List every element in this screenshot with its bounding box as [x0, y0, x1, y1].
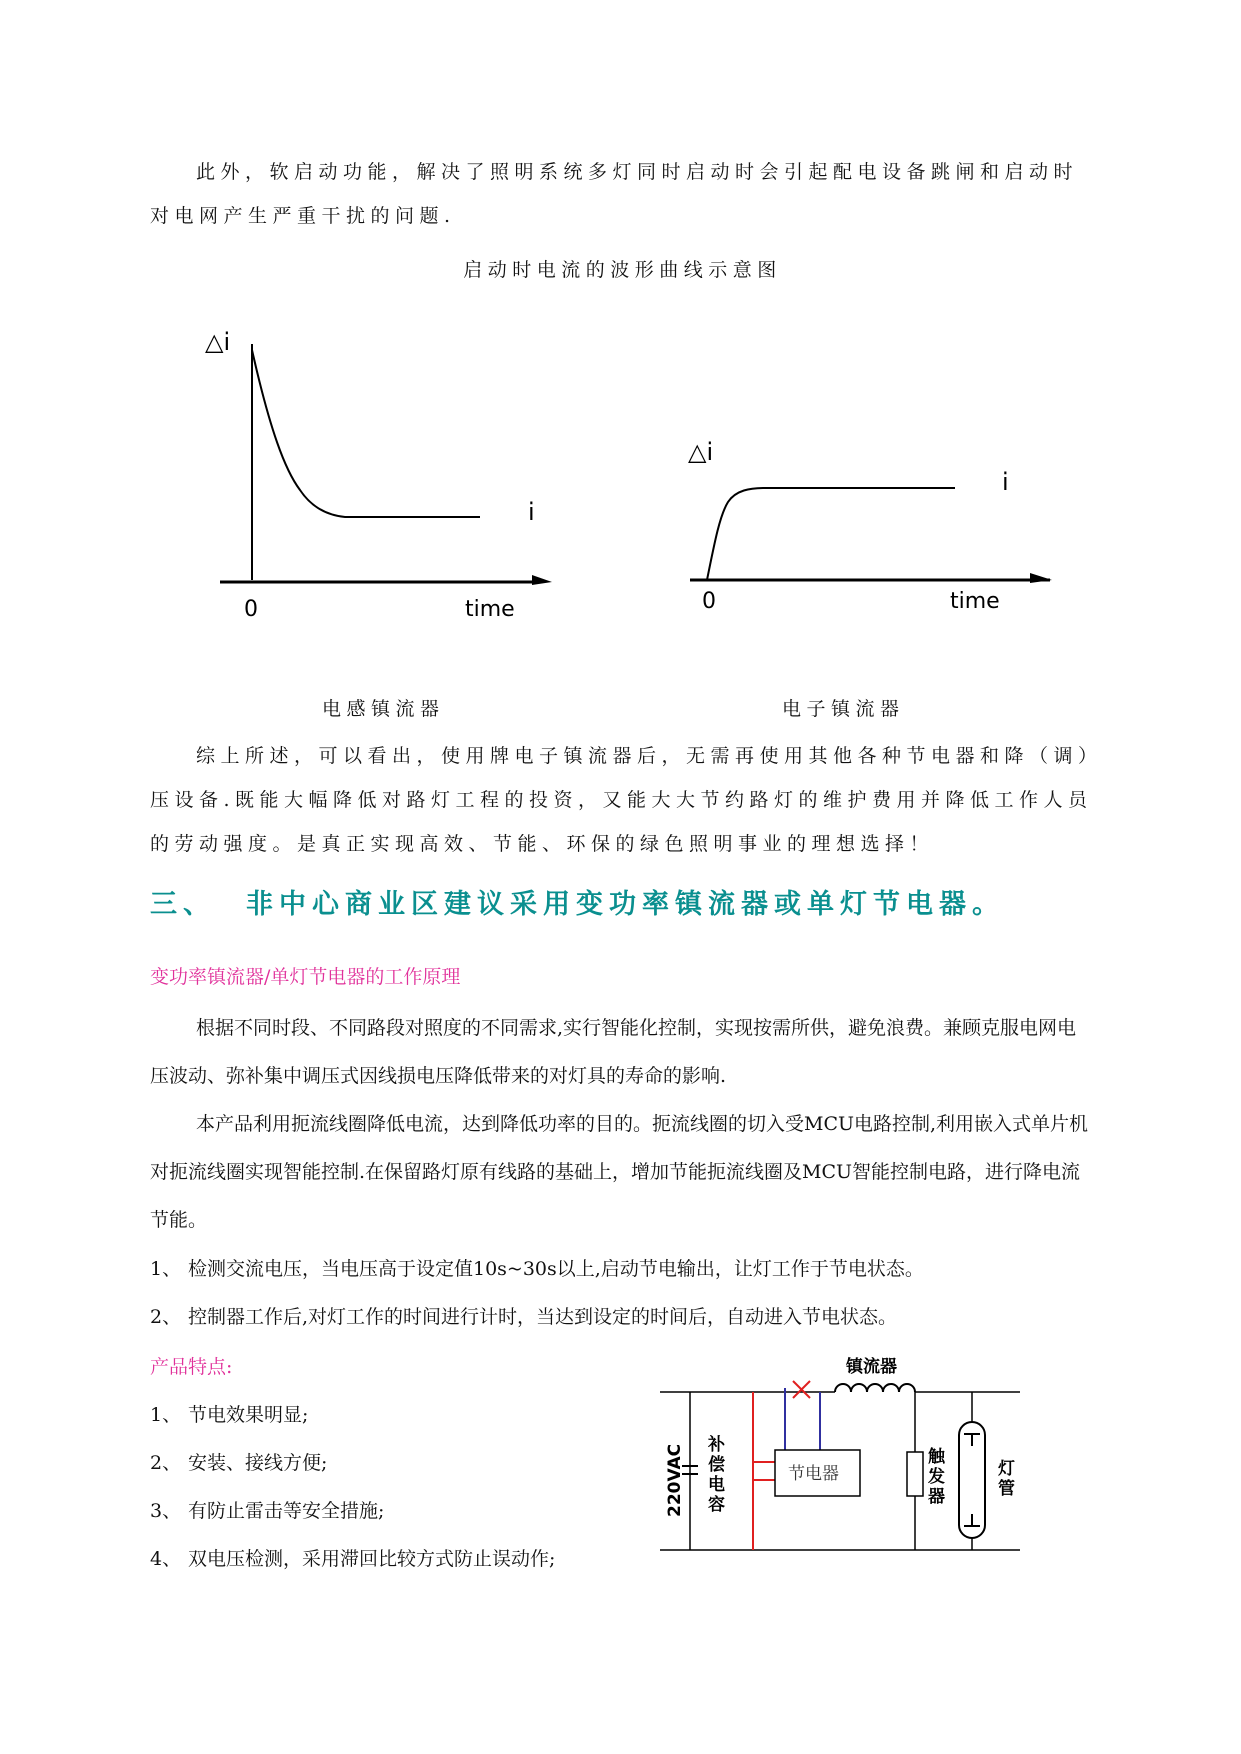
trigger-box	[907, 1452, 923, 1496]
caption-electronic: 电子镇流器	[782, 698, 905, 720]
y-label: △i	[688, 438, 714, 466]
lamp-label-2: 管	[998, 1479, 1015, 1499]
capacitor-label-2: 偿	[708, 1455, 725, 1475]
step-1: 1、 检测交流电压，当电压高于设定值10s~30s以上,启动节电输出，让灯工作于节电状态。	[150, 1258, 924, 1280]
circuit-diagram	[650, 1352, 1050, 1582]
voltage-label: 220VAC	[665, 1443, 685, 1517]
x-label: time	[950, 589, 1000, 614]
curve-label: i	[1002, 468, 1009, 496]
section-number: 三、	[150, 889, 216, 920]
trigger-label-2: 发	[928, 1467, 945, 1487]
current-curve	[707, 488, 955, 580]
ballast-label: 镇流器	[846, 1357, 897, 1377]
chart-electronic-ballast	[680, 430, 1060, 630]
origin-label: 0	[702, 589, 716, 614]
chart-inductive-ballast	[200, 320, 570, 640]
section-title: 非中心商业区建议采用变功率镇流器或单灯节电器。	[246, 889, 1005, 920]
saver-label: 节电器	[788, 1464, 839, 1484]
figure-title: 启动时电流的波形曲线示意图	[463, 259, 782, 281]
trigger-label-3: 器	[928, 1487, 945, 1507]
feature-4: 4、 双电压检测，采用滞回比较方式防止误动作;	[150, 1548, 556, 1570]
origin-label: 0	[244, 597, 258, 622]
subheading-features: 产品特点:	[150, 1356, 233, 1378]
capacitor-label-4: 容	[708, 1495, 725, 1515]
feature-3: 3、 有防止雷击等安全措施;	[150, 1500, 385, 1522]
subheading-principle: 变功率镇流器/单灯节电器的工作原理	[150, 966, 461, 988]
paragraph-product: 本产品利用扼流线圈降低电流，达到降低功率的目的。扼流线圈的切入受MCU电路控制,利用嵌入式单片机对扼流线圈实现智能控制.在保留路灯原有线路的基础上，增加节能扼流线圈及MCU智能控制电路，进行降电流节能。	[150, 1113, 1089, 1231]
caption-inductive: 电感镇流器	[322, 698, 445, 720]
section-heading	[150, 882, 1005, 921]
x-label: time	[465, 597, 515, 622]
y-label: △i	[205, 328, 231, 356]
feature-1: 1、 节电效果明显;	[150, 1404, 309, 1426]
paragraph-principle: 根据不同时段、不同路段对照度的不同需求,实行智能化控制，实现按需所供，避免浪费。兼顾克服电网电压波动、弥补集中调压式因线损电压降低带来的对灯具的寿命的影响.	[150, 1017, 1077, 1087]
capacitor-label-1: 补	[708, 1435, 725, 1455]
step-2: 2、 控制器工作后,对灯工作的时间进行计时，当达到设定的时间后，自动进入节电状态。	[150, 1306, 898, 1328]
x-axis-arrow	[532, 575, 552, 585]
capacitor-label-3: 电	[708, 1475, 725, 1495]
coil-background	[835, 1386, 915, 1398]
paragraph-summary: 综上所述，可以看出，使用牌电子镇流器后，无需再使用其他各种节电器和降（调）压设备.既能大幅降低对路灯工程的投资，又能大大节约路灯的维护费用并降低工作人员的劳动强度。是真正实现高效、节能、环保的绿色照明事业的理想选择！	[150, 745, 1094, 855]
feature-2: 2、 安装、接线方便;	[150, 1452, 328, 1474]
lamp-label-1: 灯	[998, 1459, 1015, 1479]
current-curve	[252, 350, 480, 517]
trigger-label-1: 触	[928, 1447, 945, 1467]
paragraph-intro: 此外，软启动功能，解决了照明系统多灯同时启动时会引起配电设备跳闸和启动时对电网产生严重干扰的问题.	[150, 161, 1079, 227]
curve-label: i	[528, 498, 535, 526]
